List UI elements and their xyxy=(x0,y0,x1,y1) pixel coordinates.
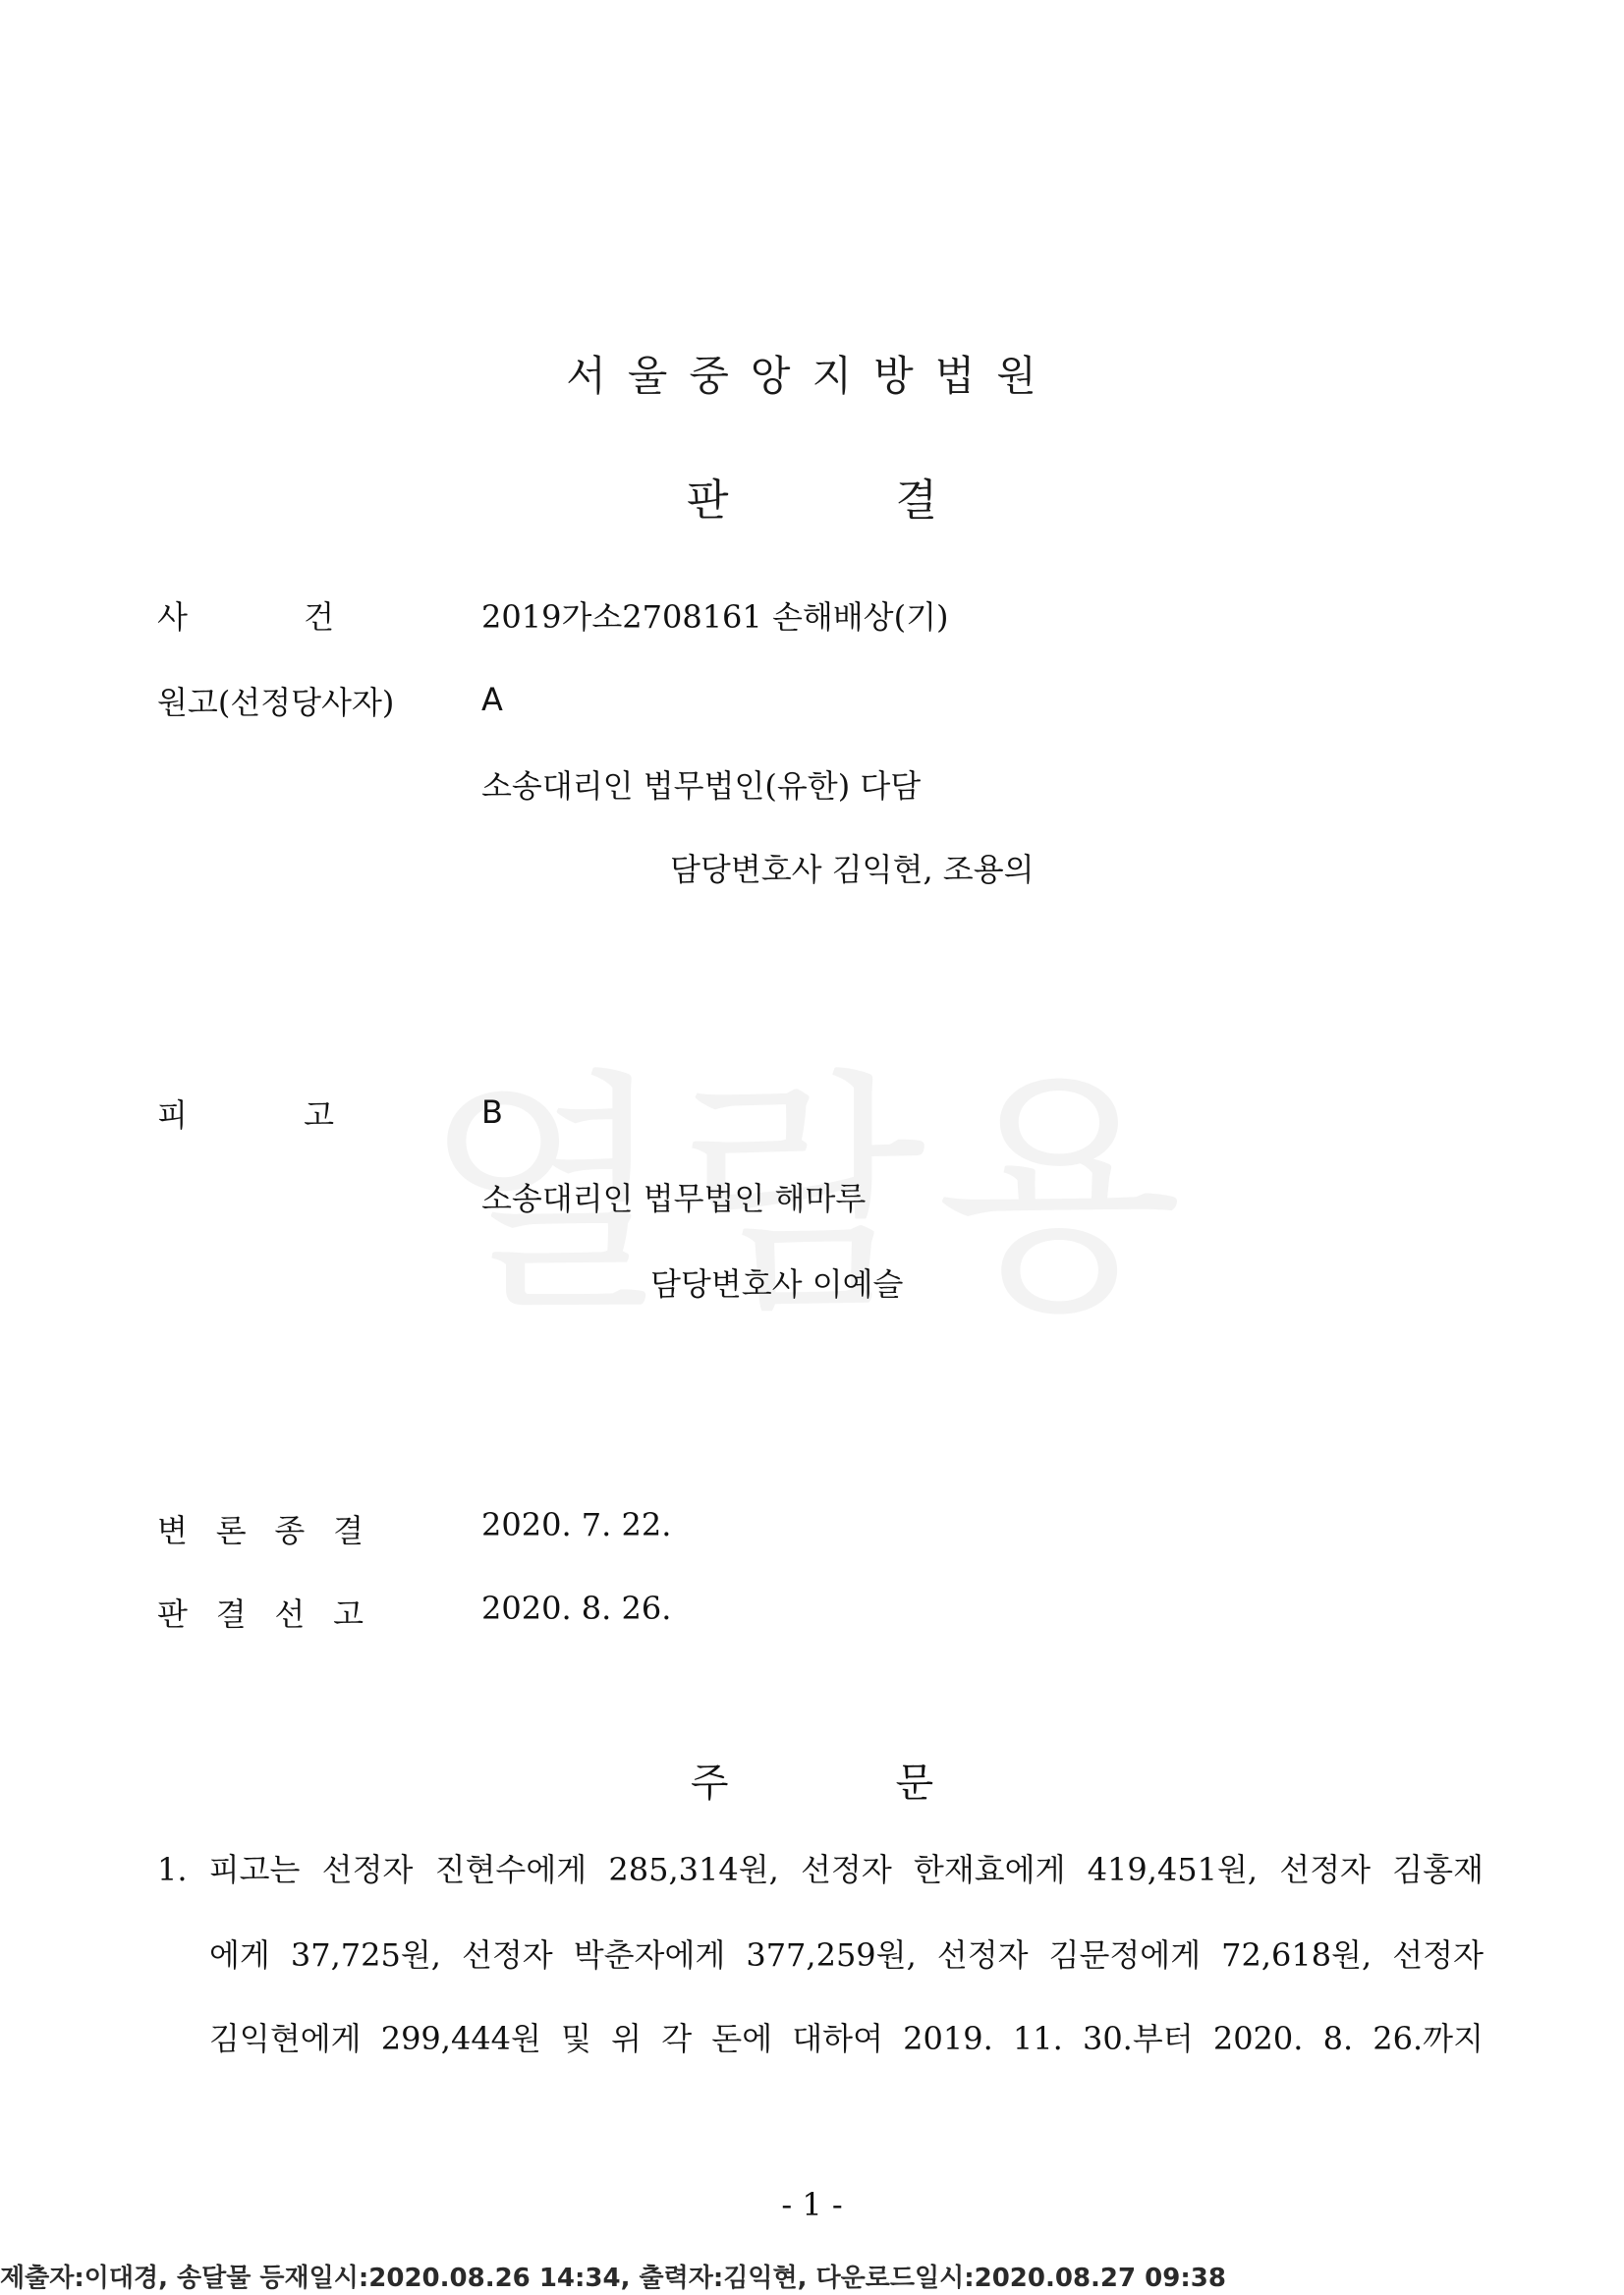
closing-label-char-4: 결 xyxy=(333,1512,364,1549)
plaintiff-lawyers: 담당변호사 김익현, 조용의 xyxy=(670,851,1035,888)
sentence-label-char-2: 결 xyxy=(215,1595,247,1633)
defendant-label-char-1: 피 xyxy=(157,1096,188,1134)
sentence-label xyxy=(157,1590,364,1635)
closing-date: 2020. 7. 22. xyxy=(481,1506,672,1543)
court-name: 서울중앙지방법원 xyxy=(566,352,1058,400)
closing-label-char-3: 종 xyxy=(274,1512,306,1549)
document-title-char-1: 판 xyxy=(686,476,729,526)
order-line-2: 에게 37,725원, 선정자 박춘자에게 377,259원, 선정자 김문정에게 72,618원, 선정자 xyxy=(209,1936,1484,1974)
order-title xyxy=(0,1752,1624,1808)
order-title-char-2: 문 xyxy=(895,1761,934,1806)
defendant-lawyers: 담당변호사 이예슬 xyxy=(650,1265,904,1303)
sentence-date: 2020. 8. 26. xyxy=(481,1590,672,1627)
plaintiff-agent: 소송대리인 법무법인(유한) 다담 xyxy=(481,767,922,805)
sentence-label-char-1: 판 xyxy=(157,1595,188,1633)
order-title-char-1: 주 xyxy=(690,1761,729,1806)
case-label xyxy=(157,592,334,638)
page-number: - 1 - xyxy=(781,2186,843,2223)
closing-label xyxy=(157,1506,364,1551)
sentence-label-char-3: 선 xyxy=(274,1595,306,1633)
document-title xyxy=(0,465,1624,528)
sentence-label-char-4: 고 xyxy=(333,1595,364,1633)
download-footer: 제출자:이대경, 송달물 등재일시:2020.08.26 14:34, 출력자:김익현, 다운로드일시:2020.08.27 09:38 xyxy=(0,2264,1226,2293)
defendant-agent: 소송대리인 법무법인 해마루 xyxy=(481,1180,867,1217)
case-label-char-2: 건 xyxy=(304,598,334,636)
defendant-label-char-2: 고 xyxy=(304,1096,334,1134)
case-value: 2019가소2708161 손해배상(기) xyxy=(481,598,949,636)
plaintiff-label: 원고(선정당사자) xyxy=(157,684,395,721)
plaintiff-name: A xyxy=(481,681,503,718)
closing-label-char-1: 변 xyxy=(157,1512,188,1549)
defendant-name: B xyxy=(481,1093,503,1131)
defendant-label xyxy=(157,1091,334,1136)
order-line-3: 김익현에게 299,444원 및 위 각 돈에 대하여 2019. 11. 30.부터 2020. 8. 26.까지 xyxy=(209,2020,1484,2057)
order-line-1: 1. 피고는 선정자 진현수에게 285,314원, 선정자 한재효에게 419,451원, 선정자 김홍재 xyxy=(157,1851,1484,1888)
closing-label-char-2: 론 xyxy=(215,1512,247,1549)
document-title-char-2: 결 xyxy=(895,476,938,526)
case-label-char-1: 사 xyxy=(157,598,188,636)
